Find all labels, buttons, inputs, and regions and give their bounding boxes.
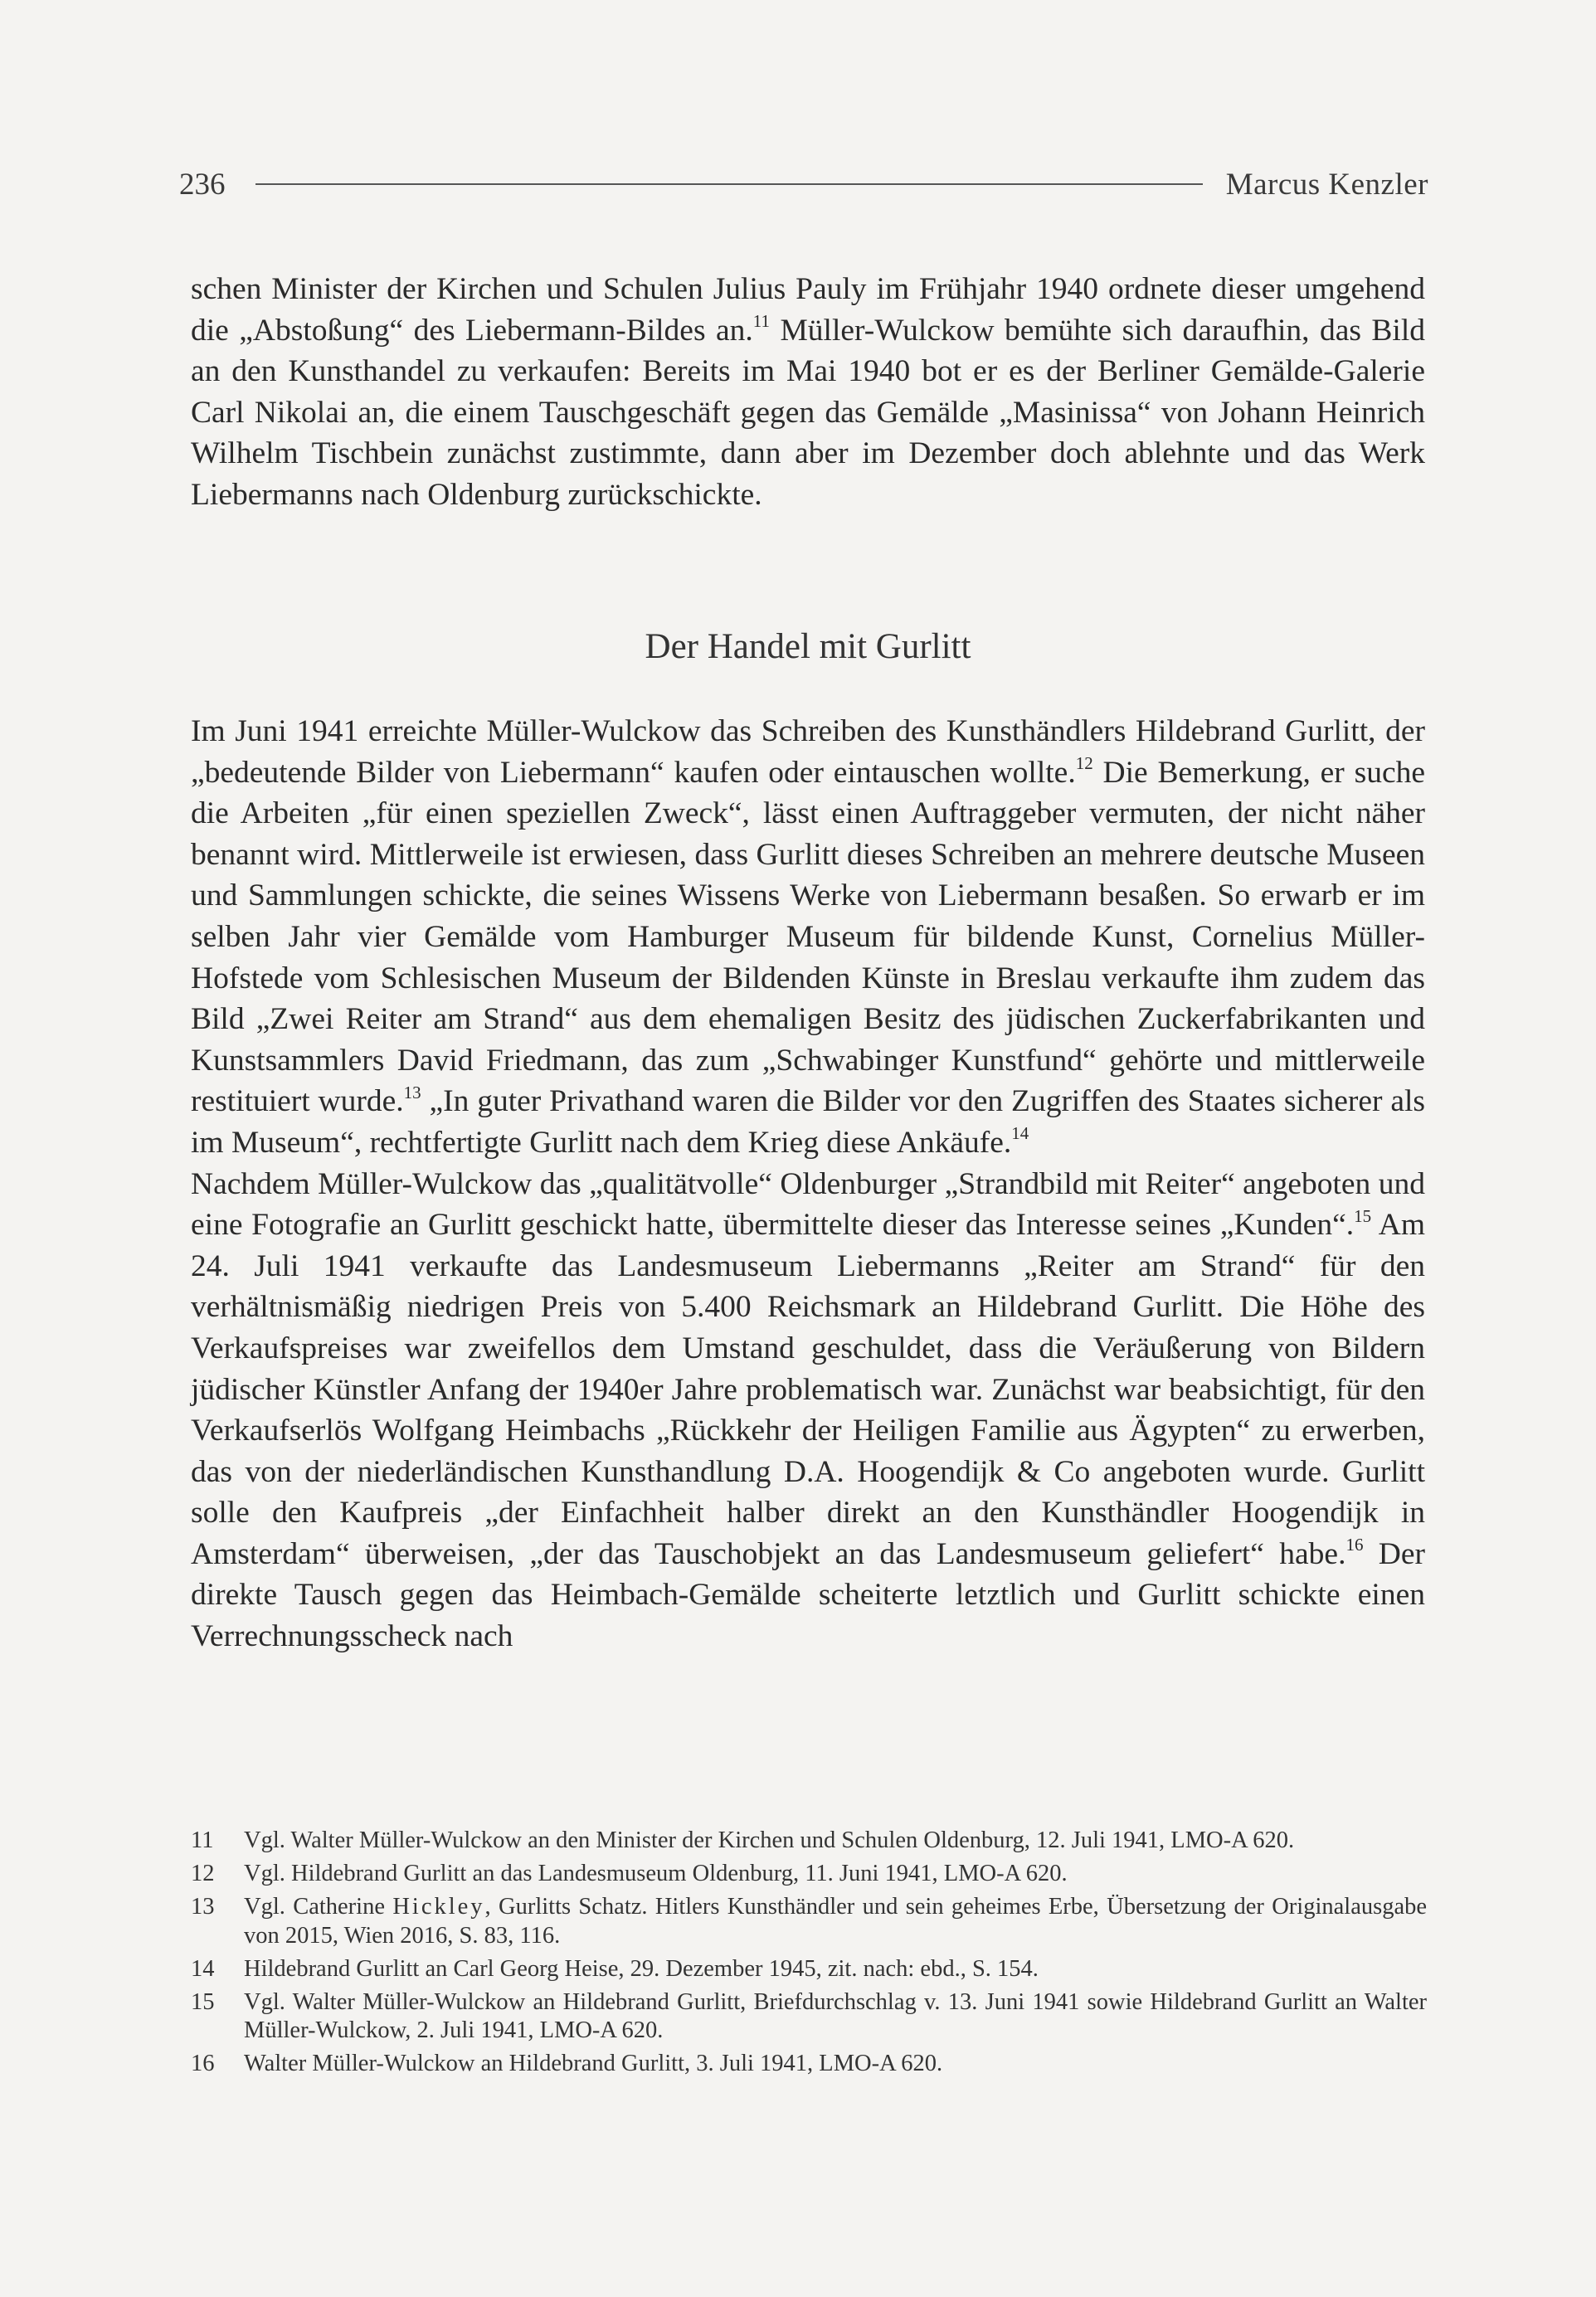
footnote-ref-11[interactable]: 11 xyxy=(752,311,770,332)
footnote-number: 14 xyxy=(191,1955,215,1982)
footnote-13 xyxy=(191,1893,1427,1950)
footnote-ref-12[interactable]: 12 xyxy=(1075,753,1093,774)
footnote-15 xyxy=(191,1988,1427,2046)
page-number: 236 xyxy=(179,167,226,202)
paragraph-1 xyxy=(191,269,1425,516)
footnote-text: Vgl. Walter Müller-Wulckow an den Minister der Kirchen und Schulen Oldenburg, 12. Juli 1941, LMO-A 620. xyxy=(244,1827,1295,1853)
footnote-14 xyxy=(191,1955,1427,1984)
footnote-number: 15 xyxy=(191,1988,215,2015)
paragraph-2 xyxy=(191,711,1425,1164)
footnote-text: Vgl. Walter Müller-Wulckow an Hildebrand Gurlitt, Briefdurchschlag v. 13. Juni 1941 sowie Hildebrand Gurlitt an Walter Müller-Wulckow, 2. Juli 1941, LMO-A 620. xyxy=(244,1988,1427,2043)
footnote-ref-16[interactable]: 16 xyxy=(1345,1535,1364,1555)
text-run: Nachdem Müller-Wulckow das „qualitätvolle“ Oldenburger „Strandbild mit Reiter“ angeboten und eine Fotografie an Gurlitt geschickt hatte, übermittelte dieser das Interesse seines „Kunden“. xyxy=(191,1166,1425,1243)
footnote-12 xyxy=(191,1860,1427,1889)
footnote-text: Vgl. Hildebrand Gurlitt an das Landesmuseum Oldenburg, 11. Juni 1941, LMO-A 620. xyxy=(244,1861,1068,1886)
footnote-number: 11 xyxy=(191,1827,214,1853)
footnote-number: 12 xyxy=(191,1861,215,1886)
footnote-16 xyxy=(191,2050,1427,2079)
text-run: „In guter Privathand waren die Bilder vor den Zugriffen des Staates sicherer als im Museum“, rechtfertigte Gurlitt nach dem Krieg diese Ankäufe. xyxy=(191,1084,1425,1160)
footnote-ref-15[interactable]: 15 xyxy=(1354,1205,1372,1226)
footnote-number: 16 xyxy=(191,2051,215,2076)
footnote-text: , Gurlitts Schatz. Hitlers Kunsthändler und sein geheimes Erbe, Übersetzung der Originalausgabe von 2015, Wien 2016, S. 83, 116. xyxy=(244,1894,1427,1949)
footnote-text: Walter Müller-Wulckow an Hildebrand Gurlitt, 3. Juli 1941, LMO-A 620. xyxy=(244,2051,943,2076)
section-title: Der Handel mit Gurlitt xyxy=(645,627,971,666)
footnote-text-wrapper xyxy=(244,1893,1427,1950)
footnote-text-pre: Vgl. Catherine xyxy=(244,1894,393,1920)
footnote-text: Hildebrand Gurlitt an Carl Georg Heise, 29. Dezember 1945, zit. nach: ebd., S. 154. xyxy=(244,1955,1039,1982)
paragraph-3 xyxy=(191,1164,1425,1657)
footnote-ref-13[interactable]: 13 xyxy=(403,1082,421,1102)
footnotes xyxy=(191,1827,1427,2083)
author-name: Hickley xyxy=(392,1894,485,1920)
text-run: schen Minister der Kirchen und Schulen Julius Pauly im Frühjahr 1940 ordnete dieser umgehend die „Abstoßung“ des Liebermann-Bildes an. xyxy=(191,272,1425,348)
paragraph-2-3 xyxy=(191,711,1425,1657)
text-run: Müller-Wulckow bemühte sich daraufhin, das Bild an den Kunsthandel zu verkaufen: Bereits im Mai 1940 bot er es der Berliner Gemälde-Galerie Carl Nikolai an, die einem Tauschgeschäft gegen das Gemälde „Masinissa“ von Johann Heinrich Wilhelm Tischbein zunächst zustimmte, dann aber im Dezember doch ablehnte und das Werk Liebermanns nach Oldenburg zurückschickte. xyxy=(191,313,1425,512)
running-head: Marcus Kenzler xyxy=(1225,167,1428,202)
footnote-number: 13 xyxy=(191,1894,215,1920)
footnote-11 xyxy=(191,1827,1427,1856)
page-header xyxy=(179,159,1428,209)
text-run: Im Juni 1941 erreichte Müller-Wulckow das Schreiben des Kunsthändlers Hildebrand Gurlitt, der „bedeutende Bilder von Liebermann“ kaufen oder eintauschen wollte. xyxy=(191,714,1425,790)
text-run: Am 24. Juli 1941 verkaufte das Landesmuseum Liebermanns „Reiter am Strand“ für den verhältnismäßig niedrigen Preis von 5.400 Reichsmark an Hildebrand Gurlitt. Die Höhe des Verkaufspreises war zweifellos dem Umstand geschuldet, dass die Veräußerung von Bildern jüdischer Künstler Anfang der 1940er Jahre problematisch war. Zunächst war beabsichtigt, für den Verkaufserlös Wolfgang Heimbachs „Rückkehr der Heiligen Familie aus Ägypten“ zu erwerben, das von der niederländischen Kunsthandlung D.A. Hoogendijk & Co angeboten wurde. Gurlitt solle den Kaufpreis „der Einfachheit halber direkt an den Kunsthändler Hoogendijk in Amsterdam“ überweisen, „der das Tauschobjekt an das Landesmuseum geliefert“ habe. xyxy=(191,1208,1425,1571)
text-run: Der direkte Tausch gegen das Heimbach-Gemälde scheiterte letztlich und Gurlitt schickte einen Verrechnungsscheck nach xyxy=(191,1536,1425,1654)
header-rule xyxy=(255,183,1203,185)
footnote-ref-14[interactable]: 14 xyxy=(1011,1123,1029,1144)
text-run: Die Bemerkung, er suche die Arbeiten „für einen speziellen Zweck“, lässt einen Auftraggeber vermuten, der nicht näher benannt wird. Mittlerweile ist erwiesen, dass Gurlitt dieses Schreiben an mehrere deutsche Museen und Sammlungen schickte, die seines Wissens Werke von Liebermann besaßen. So erwarb er im selben Jahr vier Gemälde vom Hamburger Museum für bildende Kunst, Cornelius Müller-Hofstede vom Schlesischen Museum der Bildenden Künste in Breslau verkaufte ihm zudem das Bild „Zwei Reiter am Strand“ aus dem ehemaligen Besitz des jüdischen Zuckerfabrikanten und Kunstsammlers David Friedmann, das zum „Schwabinger Kunstfund“ gehörte und mittlerweile restituiert wurde. xyxy=(191,755,1425,1119)
